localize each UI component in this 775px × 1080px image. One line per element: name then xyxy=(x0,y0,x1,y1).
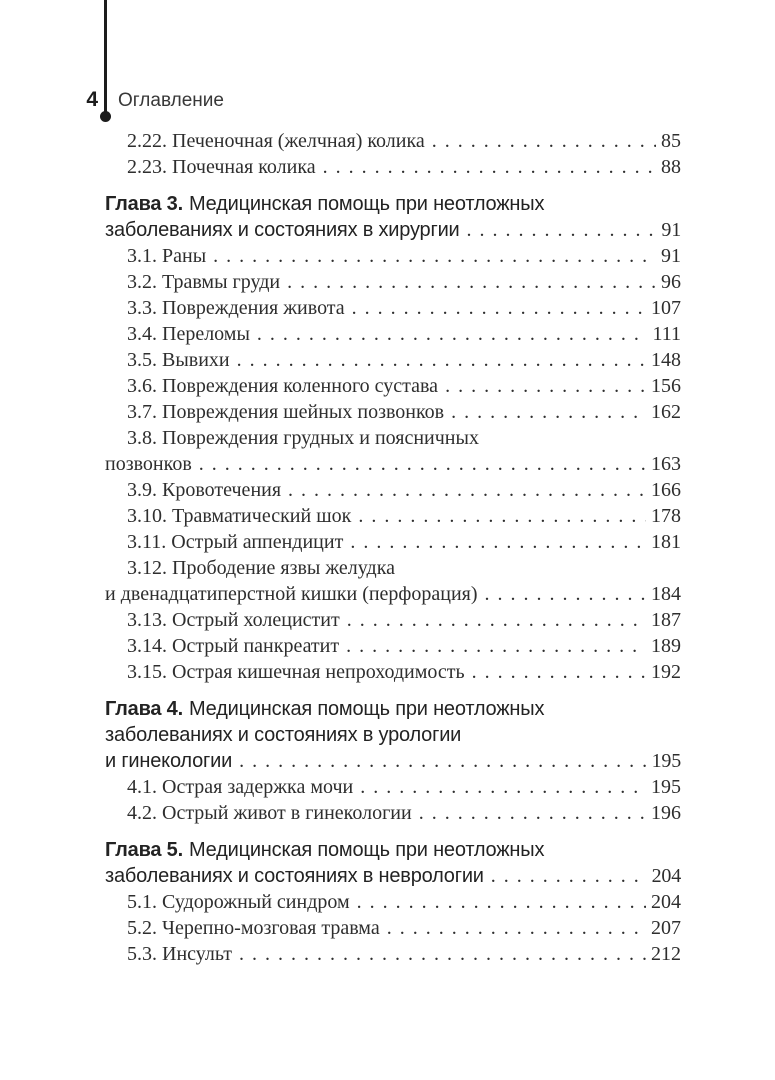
toc-item-entry xyxy=(105,154,681,180)
dot-leader xyxy=(387,915,646,941)
header-title: Оглавление xyxy=(118,90,224,111)
dot-leader xyxy=(451,399,646,425)
toc-entry-line xyxy=(105,243,681,269)
toc-entry-line xyxy=(105,800,681,826)
toc-entry-line xyxy=(105,373,681,399)
entry-page-number: 212 xyxy=(651,943,681,965)
entry-title-text: 3.11. Острый аппендицит xyxy=(127,531,344,553)
entry-title-text: заболеваниях и состояниях в урологии xyxy=(105,724,462,746)
toc-item-entry xyxy=(105,269,681,295)
toc-item-entry xyxy=(105,941,681,967)
entry-title-text: 3.9. Кровотечения xyxy=(127,479,282,501)
entry-title-text: 5.2. Черепно-мозговая травма xyxy=(127,917,380,939)
dot-leader xyxy=(467,217,657,243)
entry-title-text: 3.7. Повреждения шейных позвонков xyxy=(127,401,445,423)
dot-leader xyxy=(491,863,647,889)
entry-page-number: 156 xyxy=(651,375,681,397)
chapter-label: Глава 4. xyxy=(105,698,183,720)
toc-entry-line xyxy=(105,633,681,659)
toc-item-entry xyxy=(105,555,681,607)
dot-leader xyxy=(239,941,646,967)
entry-page-number: 184 xyxy=(651,583,681,605)
toc-entry-line xyxy=(105,503,681,529)
toc-item-entry xyxy=(105,373,681,399)
toc-entry-line xyxy=(105,659,681,685)
toc-entry-line xyxy=(105,217,681,243)
toc-entry-line xyxy=(105,581,681,607)
dot-leader xyxy=(213,243,656,269)
entry-page-number: 107 xyxy=(651,297,681,319)
dot-leader xyxy=(432,128,656,154)
dot-leader xyxy=(445,373,646,399)
entry-title-text: 5.3. Инсульт xyxy=(127,943,232,965)
toc-item-entry xyxy=(105,347,681,373)
entry-title-text: 3.12. Прободение язвы желудка xyxy=(127,557,395,579)
entry-title-text: 3.15. Острая кишечная непроходимость xyxy=(127,661,465,683)
entry-title-text: 3.13. Острый холецистит xyxy=(127,609,340,631)
dot-leader xyxy=(358,503,646,529)
entry-title-text: 3.6. Повреждения коленного сустава xyxy=(127,375,439,397)
entry-page-number: 96 xyxy=(661,271,681,293)
dot-leader xyxy=(346,633,646,659)
entry-page-number: 196 xyxy=(651,802,681,824)
toc-item-entry xyxy=(105,915,681,941)
entry-title-text: 3.5. Вывихи xyxy=(127,349,230,371)
toc-entry-line xyxy=(105,889,681,915)
toc-entry-line xyxy=(105,477,681,503)
entry-title-text: заболеваниях и состояниях в хирургии xyxy=(105,219,460,241)
toc-item-entry xyxy=(105,659,681,685)
entry-title-text: 5.1. Судорожный синдром xyxy=(127,891,350,913)
dot-leader xyxy=(352,295,646,321)
entry-page-number: 163 xyxy=(651,453,681,475)
toc-entry-line xyxy=(105,154,681,180)
entry-page-number: 111 xyxy=(652,323,681,345)
entry-page-number: 195 xyxy=(651,750,681,772)
dot-leader xyxy=(485,581,646,607)
header-rule xyxy=(104,0,107,112)
dot-leader xyxy=(288,477,646,503)
toc-item-entry xyxy=(105,128,681,154)
entry-page-number: 181 xyxy=(651,531,681,553)
toc-item-entry xyxy=(105,607,681,633)
toc-item-entry xyxy=(105,295,681,321)
entry-title-text: 3.1. Раны xyxy=(127,245,207,267)
toc-item-entry xyxy=(105,503,681,529)
entry-page-number: 91 xyxy=(661,245,681,267)
toc-chapter-entry xyxy=(105,191,681,243)
entry-title-text: 3.14. Острый панкреатит xyxy=(127,635,340,657)
toc-item-entry xyxy=(105,529,681,555)
toc-entry-line xyxy=(105,529,681,555)
entry-title-text: 4.2. Острый живот в гинекологии xyxy=(127,802,412,824)
entry-title-text xyxy=(105,698,544,720)
entry-page-number: 178 xyxy=(651,505,681,527)
entry-title-text xyxy=(105,839,544,861)
dot-leader xyxy=(199,451,646,477)
chapter-title: Медицинская помощь при неотложных xyxy=(188,193,545,215)
toc-entry-line xyxy=(105,607,681,633)
entry-page-number: 204 xyxy=(651,865,681,887)
entry-title-text: 3.10. Травматический шок xyxy=(127,505,352,527)
entry-title-text: и двенадцатиперстной кишки (перфорация) xyxy=(105,583,478,605)
entry-title-text: 3.3. Повреждения живота xyxy=(127,297,345,319)
dot-leader xyxy=(419,800,646,826)
entry-title-text: 3.2. Травмы груди xyxy=(127,271,281,293)
dot-leader xyxy=(237,347,646,373)
entry-title-text: 2.23. Почечная колика xyxy=(127,156,316,178)
entry-page-number: 189 xyxy=(651,635,681,657)
table-of-contents xyxy=(105,128,681,967)
chapter-label: Глава 5. xyxy=(105,839,183,861)
toc-item-entry xyxy=(105,477,681,503)
entry-page-number: 166 xyxy=(651,479,681,501)
toc-item-entry xyxy=(105,321,681,347)
toc-entry-line xyxy=(105,915,681,941)
toc-entry-line xyxy=(105,347,681,373)
toc-entry-line xyxy=(105,451,681,477)
entry-title-text: и гинекологии xyxy=(105,750,233,772)
entry-title-text: 2.22. Печеночная (желчная) колика xyxy=(127,130,425,152)
toc-entry-line xyxy=(105,269,681,295)
dot-leader xyxy=(257,321,648,347)
toc-item-entry xyxy=(105,399,681,425)
entry-title-text: 3.8. Повреждения грудных и поясничных xyxy=(127,427,479,449)
toc-entry-line xyxy=(105,425,681,451)
dot-leader xyxy=(239,748,647,774)
toc-entry-line xyxy=(105,722,681,748)
dot-leader xyxy=(287,269,656,295)
header-dot xyxy=(100,111,111,122)
toc-item-entry xyxy=(105,800,681,826)
entry-page-number: 162 xyxy=(651,401,681,423)
toc-entry-line xyxy=(105,837,681,863)
entry-page-number: 85 xyxy=(661,130,681,152)
toc-chapter-entry xyxy=(105,696,681,774)
toc-item-entry xyxy=(105,889,681,915)
toc-entry-line xyxy=(105,941,681,967)
entry-title-text xyxy=(105,193,544,215)
toc-entry-line xyxy=(105,399,681,425)
entry-page-number: 91 xyxy=(661,219,681,241)
toc-chapter-entry xyxy=(105,837,681,889)
entry-page-number: 204 xyxy=(651,891,681,913)
page-number: 4 xyxy=(86,88,98,111)
entry-page-number: 192 xyxy=(651,661,681,683)
toc-entry-line xyxy=(105,295,681,321)
toc-entry-line xyxy=(105,191,681,217)
entry-title-text: заболеваниях и состояниях в неврологии xyxy=(105,865,484,887)
toc-entry-line xyxy=(105,696,681,722)
entry-title-text: позвонков xyxy=(105,453,192,475)
dot-leader xyxy=(347,607,646,633)
dot-leader xyxy=(360,774,646,800)
toc-entry-line xyxy=(105,555,681,581)
entry-title-text: 3.4. Переломы xyxy=(127,323,250,345)
chapter-title: Медицинская помощь при неотложных xyxy=(188,698,545,720)
toc-entry-line xyxy=(105,774,681,800)
toc-item-entry xyxy=(105,243,681,269)
chapter-label: Глава 3. xyxy=(105,193,183,215)
entry-title-text: 4.1. Острая задержка мочи xyxy=(127,776,354,798)
entry-page-number: 88 xyxy=(661,156,681,178)
dot-leader xyxy=(350,529,646,555)
toc-entry-line xyxy=(105,321,681,347)
toc-entry-line xyxy=(105,863,681,889)
toc-item-entry xyxy=(105,633,681,659)
toc-item-entry xyxy=(105,774,681,800)
dot-leader xyxy=(323,154,656,180)
dot-leader xyxy=(357,889,646,915)
chapter-title: Медицинская помощь при неотложных xyxy=(188,839,545,861)
entry-page-number: 148 xyxy=(651,349,681,371)
entry-page-number: 195 xyxy=(651,776,681,798)
entry-page-number: 207 xyxy=(651,917,681,939)
toc-entry-line xyxy=(105,128,681,154)
entry-page-number: 187 xyxy=(651,609,681,631)
dot-leader xyxy=(472,659,646,685)
toc-item-entry xyxy=(105,425,681,477)
toc-entry-line xyxy=(105,748,681,774)
